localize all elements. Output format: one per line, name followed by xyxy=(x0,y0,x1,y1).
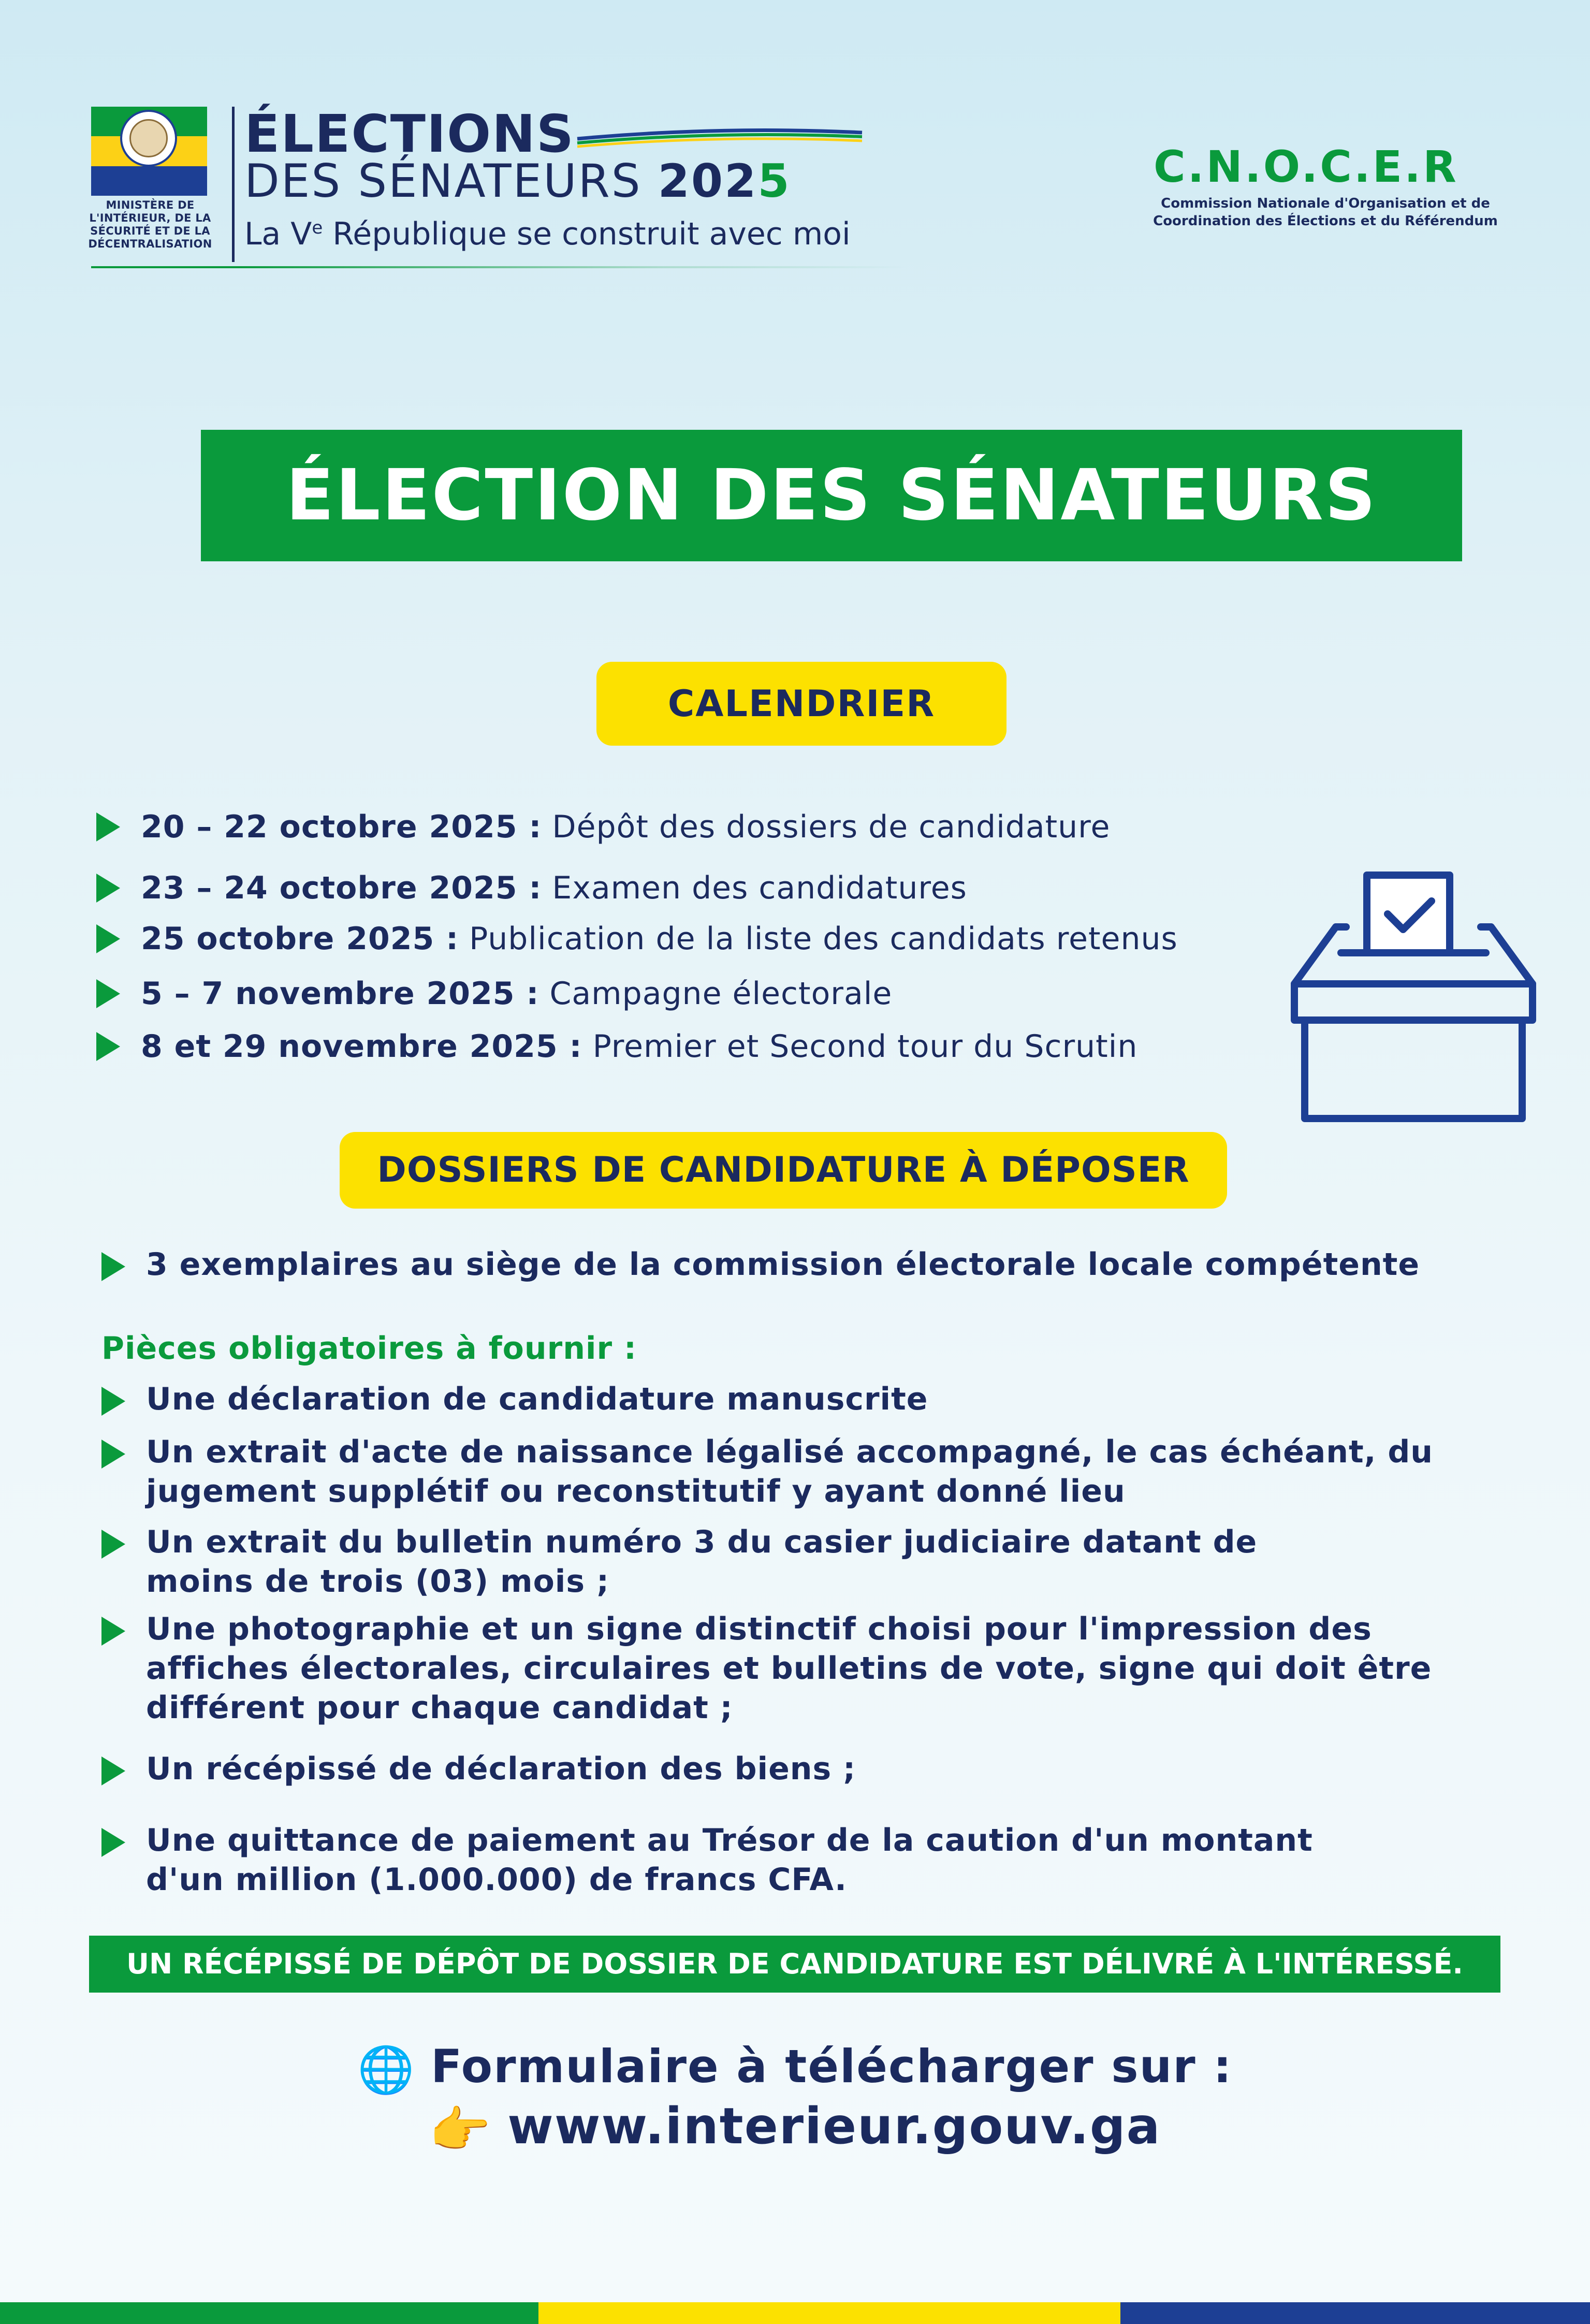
header-slogan xyxy=(244,207,851,255)
header-year xyxy=(658,154,791,208)
triangle-bullet-icon xyxy=(101,1440,125,1469)
calendar-text: Dépôt des dossiers de candidature xyxy=(542,809,1111,845)
swoosh-decoration xyxy=(575,123,865,149)
main-title: ÉLECTION DES SÉNATEURS xyxy=(286,455,1377,536)
calendar-text: Publication de la liste des candidats retenus xyxy=(459,921,1178,957)
coat-of-arms-emblem xyxy=(129,119,168,157)
triangle-bullet-icon xyxy=(101,1617,125,1646)
pointing-hand-icon: 👉 xyxy=(429,2100,492,2159)
piece-line: Une quittance de paiement au Trésor de la caution d'un montant xyxy=(146,1822,1313,1858)
calendar-date: 25 octobre 2025 : xyxy=(141,921,459,957)
triangle-bullet-icon xyxy=(96,979,120,1008)
org-logo-text: C.N.O.C.E.R xyxy=(1154,141,1458,192)
triangle-bullet-icon xyxy=(101,1530,125,1559)
piece-line: Un extrait d'acte de naissance légalisé accompagné, le cas échéant, du xyxy=(146,1434,1433,1470)
download-form-text: Formulaire à télécharger sur : xyxy=(431,2040,1233,2093)
triangle-bullet-icon xyxy=(101,1387,125,1416)
header-divider xyxy=(232,107,235,262)
header-year-suffix: 5 xyxy=(757,154,791,208)
triangle-bullet-icon xyxy=(96,874,120,903)
triangle-bullet-icon xyxy=(96,1032,120,1061)
pieces-heading: Pièces obligatoires à fournir : xyxy=(101,1330,637,1367)
triangle-bullet-icon xyxy=(101,1756,125,1785)
calendar-item xyxy=(96,804,1110,850)
calendar-date: 5 – 7 novembre 2025 : xyxy=(141,976,539,1012)
website-line xyxy=(0,2095,1590,2161)
slogan-superscript: e xyxy=(312,217,323,238)
copies-item xyxy=(101,1245,1420,1284)
copies-text: 3 exemplaires au siège de la commission électorale locale compétente xyxy=(146,1246,1420,1283)
globe-icon: 🌐 xyxy=(357,2043,416,2097)
calendar-item xyxy=(96,865,967,911)
calendar-item xyxy=(96,916,1178,962)
piece-line: Une déclaration de candidature manuscrite xyxy=(146,1381,928,1417)
piece-line: d'un million (1.000.000) de francs CFA. xyxy=(146,1862,847,1898)
calendar-item xyxy=(96,970,892,1017)
calendar-item xyxy=(96,1023,1137,1070)
piece-line: Une photographie et un signe distinctif choisi pour l'impression des xyxy=(146,1611,1372,1647)
piece-line: Un extrait du bulletin numéro 3 du casier judiciaire datant de xyxy=(146,1524,1258,1560)
ministry-label: MINISTÈRE DE L'INTÉRIEUR, DE LA SÉCURITÉ ET DE LA DÉCENTRALISATION xyxy=(88,199,212,250)
header-subtitle xyxy=(244,155,791,207)
triangle-bullet-icon xyxy=(101,1828,125,1857)
header-underline xyxy=(91,266,909,268)
receipt-notice: UN RÉCÉPISSÉ DE DÉPÔT DE DOSSIER DE CANDIDATURE EST DÉLIVRÉ À L'INTÉRESSÉ. xyxy=(89,1936,1500,1993)
header-title: ÉLECTIONS xyxy=(244,104,575,164)
triangle-bullet-icon xyxy=(96,812,120,841)
piece-item xyxy=(101,1432,1433,1511)
header-year-prefix: 202 xyxy=(658,154,758,208)
calendar-heading: CALENDRIER xyxy=(596,662,1006,746)
piece-item xyxy=(101,1522,1257,1601)
piece-line: jugement supplétif ou reconstitutif y ayant donné lieu xyxy=(146,1473,1126,1509)
dossiers-heading: DOSSIERS DE CANDIDATURE À DÉPOSER xyxy=(340,1132,1227,1209)
ballot-box-icon xyxy=(1284,860,1543,1129)
website-link[interactable]: www.interieur.gouv.ga xyxy=(507,2097,1161,2155)
piece-item xyxy=(101,1749,856,1789)
calendar-text: Premier et Second tour du Scrutin xyxy=(582,1028,1138,1065)
piece-item xyxy=(101,1821,1313,1899)
slogan-part-2: République se construit avec moi xyxy=(323,216,851,252)
flag-stripe-footer xyxy=(0,2302,1590,2324)
piece-line: moins de trois (03) mois ; xyxy=(146,1563,609,1600)
calendar-date: 20 – 22 octobre 2025 : xyxy=(141,809,542,845)
calendar-date: 23 – 24 octobre 2025 : xyxy=(141,870,542,906)
piece-item xyxy=(101,1379,928,1419)
triangle-bullet-icon xyxy=(101,1252,125,1281)
piece-line: affiches électorales, circulaires et bulletins de vote, signe qui doit être xyxy=(146,1650,1432,1687)
calendar-date: 8 et 29 novembre 2025 : xyxy=(141,1028,582,1065)
slogan-part-1: La V xyxy=(244,216,312,252)
piece-line: différent pour chaque candidat ; xyxy=(146,1690,733,1726)
calendar-text: Campagne électorale xyxy=(539,976,893,1012)
header-subtitle-text: DES SÉNATEURS xyxy=(244,154,642,208)
triangle-bullet-icon xyxy=(96,924,120,953)
download-form-line xyxy=(0,2038,1590,2098)
org-full-name: Commission Nationale d'Organisation et de Coordination des Élections et du Référendum xyxy=(1153,196,1498,229)
piece-item xyxy=(101,1609,1432,1727)
piece-line: Un récépissé de déclaration des biens ; xyxy=(146,1751,856,1787)
calendar-text: Examen des candidatures xyxy=(542,870,967,906)
